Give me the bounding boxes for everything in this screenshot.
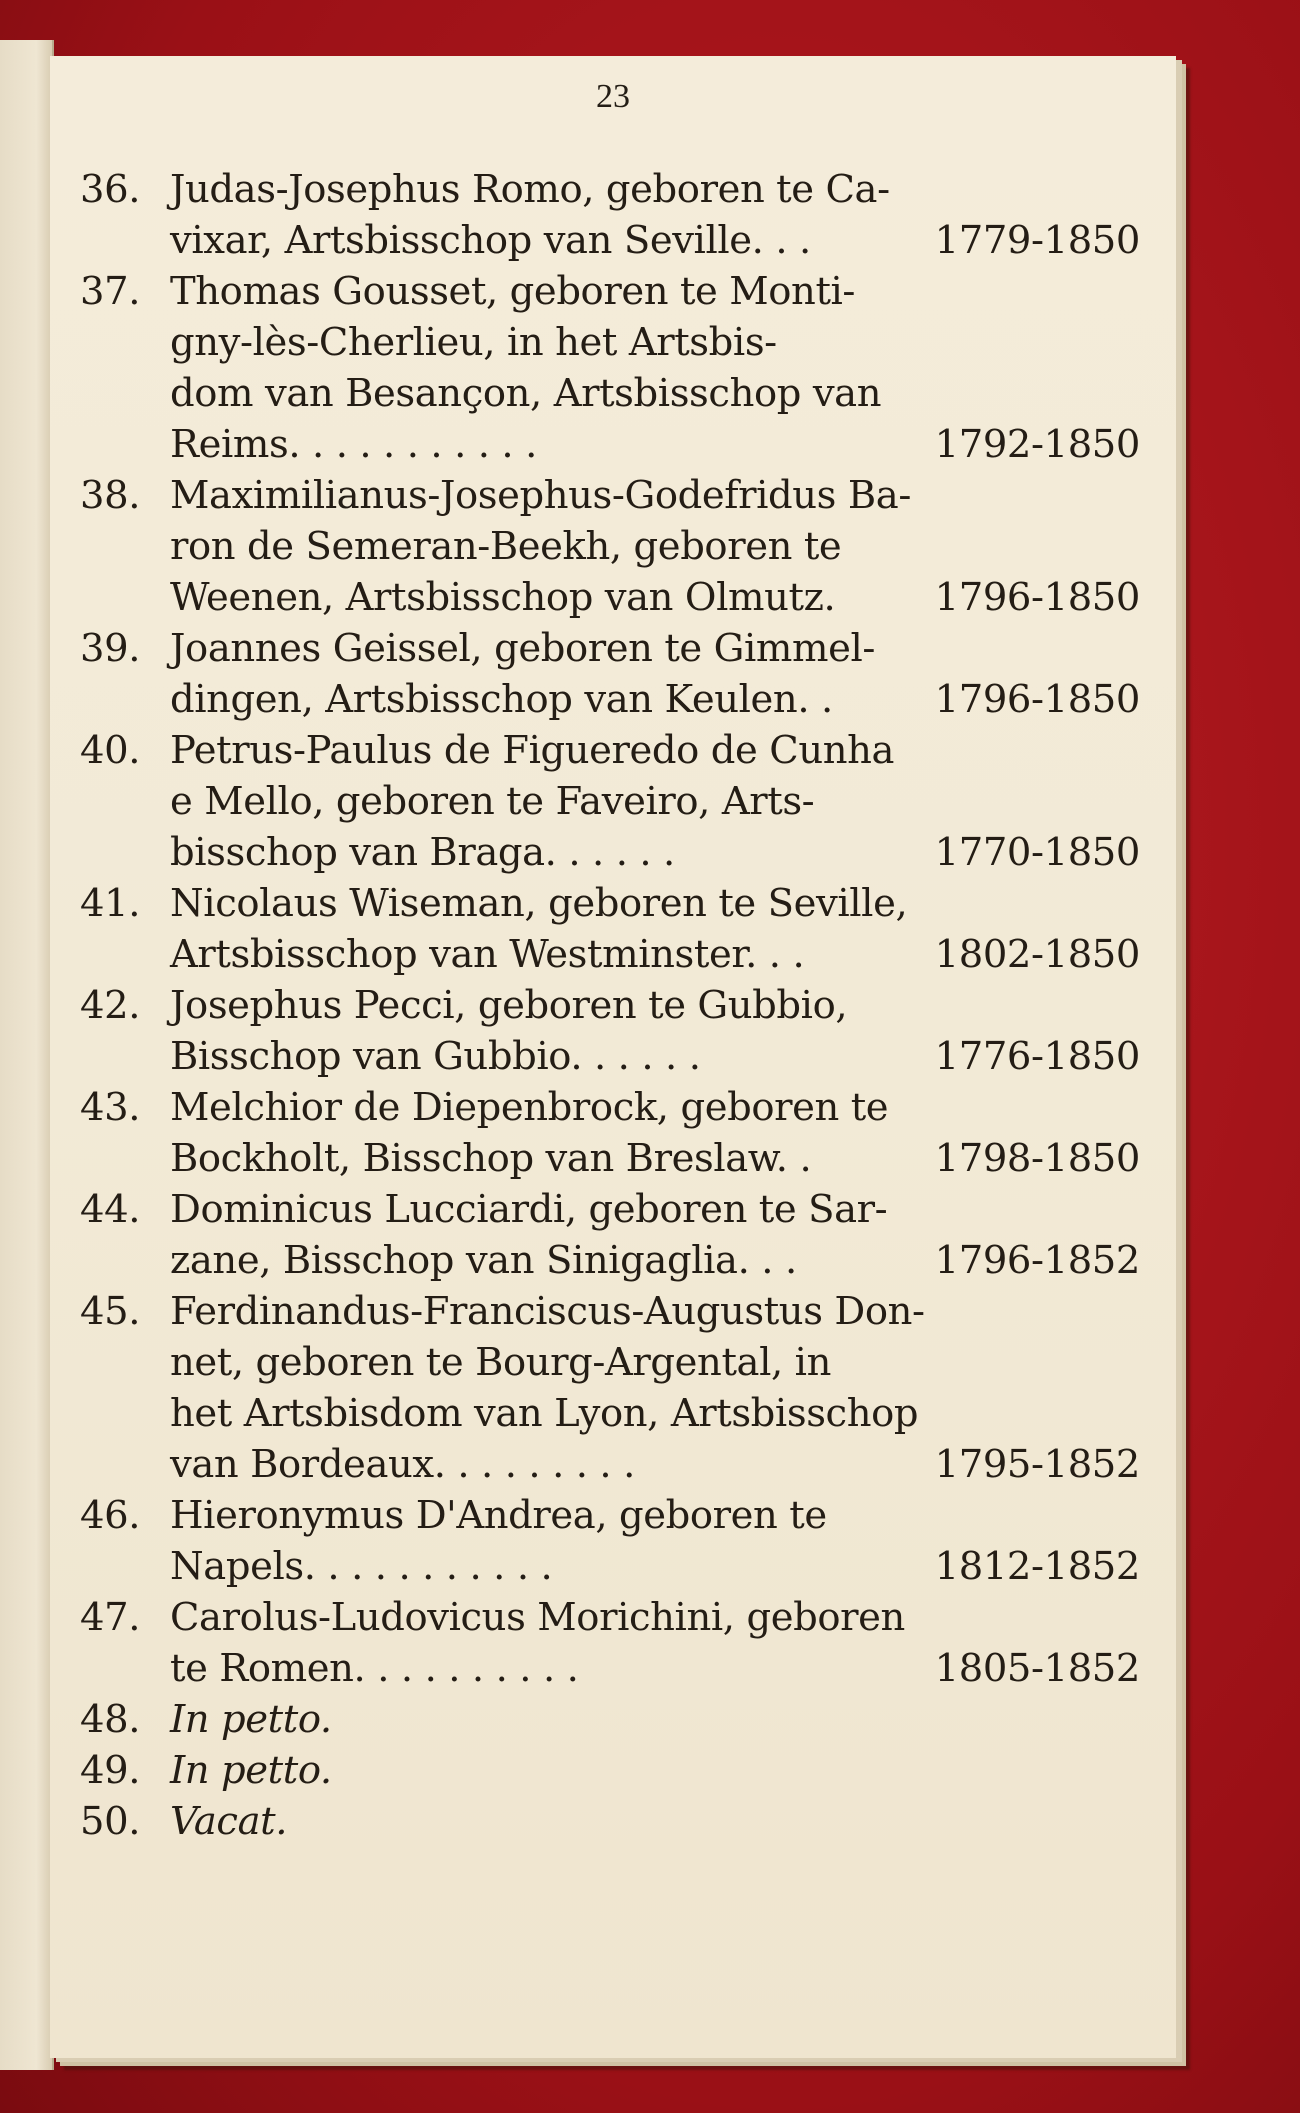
- entry-dates: 1812-1852: [934, 1544, 1140, 1589]
- entry-number: 40.: [80, 728, 141, 773]
- entry-line: bisschop van Braga. . . . . .: [170, 830, 675, 875]
- entry-line: Thomas Gousset, geboren te Monti-: [170, 269, 856, 314]
- entry-line: e Mello, geboren te Faveiro, Arts-: [170, 779, 815, 824]
- entry-text: [170, 1184, 1140, 1286]
- entry-number: 46.: [80, 1493, 141, 1538]
- entry-line: Bockholt, Bisschop van Breslaw. .: [170, 1136, 812, 1181]
- entry-final-line: [170, 419, 1140, 470]
- entry-number: 44.: [80, 1187, 141, 1232]
- entry-dates: 1796-1850: [934, 677, 1140, 722]
- entry-line: Bisschop van Gubbio. . . . . .: [170, 1034, 701, 1079]
- entry-line: zane, Bisschop van Sinigaglia. . .: [170, 1238, 797, 1283]
- entry-line: In petto.: [170, 1748, 332, 1793]
- entry-final-line: [170, 827, 1140, 878]
- entry-number: 43.: [80, 1085, 141, 1130]
- entry-line: Reims. . . . . . . . . . .: [170, 422, 537, 467]
- entry-dates: 1779-1850: [934, 218, 1140, 263]
- entry-text: [170, 1694, 1140, 1745]
- entry-text: [170, 470, 1140, 623]
- entry-final-line: [170, 215, 1140, 266]
- entry-final-line: [170, 572, 1140, 623]
- list-item: [80, 1286, 1140, 1490]
- page-number: 23: [596, 78, 630, 115]
- entry-line: dingen, Artsbisschop van Keulen. .: [170, 677, 833, 722]
- entry-text: [170, 1490, 1140, 1592]
- entry-line: Maximilianus-Josephus-Godefridus Ba-: [170, 473, 911, 518]
- book-page: [50, 56, 1176, 2058]
- cardinal-list: [80, 164, 1140, 1847]
- entry-line: ron de Semeran-Beekh, geboren te: [170, 524, 842, 569]
- entry-dates: 1792-1850: [934, 422, 1140, 467]
- entry-line: Weenen, Artsbisschop van Olmutz.: [170, 575, 836, 620]
- list-item: [80, 725, 1140, 878]
- list-item: [80, 1694, 1140, 1745]
- entry-line: dom van Besançon, Artsbisschop van: [170, 371, 882, 416]
- list-item: [80, 1745, 1140, 1796]
- entry-text: [170, 980, 1140, 1082]
- entry-line: van Bordeaux. . . . . . . . .: [170, 1442, 635, 1487]
- entry-text: [170, 1286, 1140, 1490]
- entry-line: Hieronymus D'Andrea, geboren te: [170, 1493, 827, 1538]
- list-item: [80, 1184, 1140, 1286]
- entry-final-line: [170, 1235, 1140, 1286]
- entry-line: Nicolaus Wiseman, geboren te Seville,: [170, 881, 908, 926]
- entry-number: 36.: [80, 167, 141, 212]
- entry-line: Napels. . . . . . . . . . .: [170, 1544, 553, 1589]
- entry-dates: 1802-1850: [934, 932, 1140, 977]
- entry-line: het Artsbisdom van Lyon, Artsbisschop: [170, 1391, 919, 1436]
- list-item: [80, 623, 1140, 725]
- facing-page-edge: [0, 40, 54, 2070]
- entry-dates: 1798-1850: [934, 1136, 1140, 1181]
- entry-text: [170, 1082, 1140, 1184]
- list-item: [80, 1082, 1140, 1184]
- entry-line: net, geboren te Bourg-Argental, in: [170, 1340, 831, 1385]
- entry-dates: 1795-1852: [934, 1442, 1140, 1487]
- entry-number: 45.: [80, 1289, 141, 1334]
- list-item: [80, 980, 1140, 1082]
- entry-dates: 1796-1852: [934, 1238, 1140, 1283]
- entry-line: Dominicus Lucciardi, geboren te Sar-: [170, 1187, 888, 1232]
- entry-text: [170, 1796, 1140, 1847]
- list-item: [80, 470, 1140, 623]
- entry-dates: 1796-1850: [934, 575, 1140, 620]
- entry-number: 50.: [80, 1799, 141, 1844]
- entry-line: Carolus-Ludovicus Morichini, geboren: [170, 1595, 905, 1640]
- entry-line: Petrus-Paulus de Figueredo de Cunha: [170, 728, 895, 773]
- entry-line: Joannes Geissel, geboren te Gimmel-: [170, 626, 876, 671]
- list-item: [80, 164, 1140, 266]
- entry-dates: 1805-1852: [934, 1646, 1140, 1691]
- list-item: [80, 1796, 1140, 1847]
- entry-dates: 1776-1850: [934, 1034, 1140, 1079]
- entry-line: Ferdinandus-Franciscus-Augustus Don-: [170, 1289, 925, 1334]
- entry-text: [170, 1592, 1140, 1694]
- entry-text: [170, 725, 1140, 878]
- entry-line: Artsbisschop van Westminster. . .: [170, 932, 805, 977]
- entry-final-line: [170, 1031, 1140, 1082]
- entry-text: [170, 1745, 1140, 1796]
- entry-line: gny-lès-Cherlieu, in het Artsbis-: [170, 320, 777, 365]
- entry-final-line: [170, 674, 1140, 725]
- entry-dates: 1770-1850: [934, 830, 1140, 875]
- entry-line: Vacat.: [170, 1799, 288, 1844]
- entry-final-line: [170, 1541, 1140, 1592]
- entry-number: 49.: [80, 1748, 141, 1793]
- list-item: [80, 878, 1140, 980]
- entry-final-line: [170, 1439, 1140, 1490]
- entry-line: vixar, Artsbisschop van Seville. . .: [170, 218, 811, 263]
- entry-final-line: [170, 1643, 1140, 1694]
- entry-line: Josephus Pecci, geboren te Gubbio,: [170, 983, 848, 1028]
- entry-final-line: [170, 1133, 1140, 1184]
- entry-number: 42.: [80, 983, 141, 1028]
- entry-text: [170, 164, 1140, 266]
- entry-number: 47.: [80, 1595, 141, 1640]
- list-item: [80, 1592, 1140, 1694]
- entry-number: 37.: [80, 269, 141, 314]
- entry-text: [170, 623, 1140, 725]
- list-item: [80, 1490, 1140, 1592]
- entry-number: 39.: [80, 626, 141, 671]
- entry-text: [170, 878, 1140, 980]
- entry-number: 38.: [80, 473, 141, 518]
- entry-text: [170, 266, 1140, 470]
- entry-number: 41.: [80, 881, 141, 926]
- entry-line: In petto.: [170, 1697, 332, 1742]
- entry-line: Judas-Josephus Romo, geboren te Ca-: [170, 167, 890, 212]
- entry-line: Melchior de Diepenbrock, geboren te: [170, 1085, 889, 1130]
- entry-final-line: [170, 929, 1140, 980]
- list-item: [80, 266, 1140, 470]
- entry-number: 48.: [80, 1697, 141, 1742]
- entry-line: te Romen. . . . . . . . . .: [170, 1646, 579, 1691]
